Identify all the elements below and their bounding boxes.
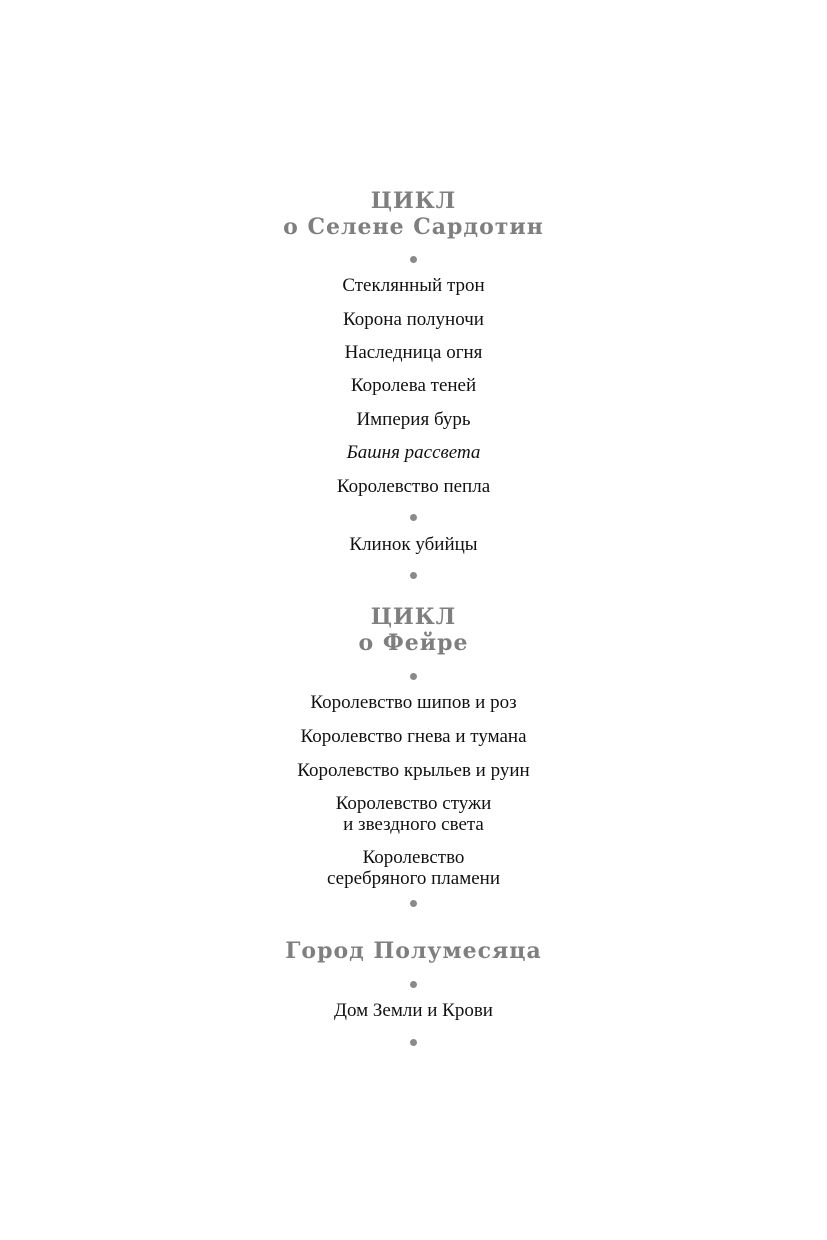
book-title: Корона полуночи (343, 309, 484, 330)
book-title: Королевство пепла (336, 476, 491, 497)
section-heading-cycle: ЦИКЛ (370, 604, 457, 630)
book-title: Королевство стужи (335, 793, 492, 814)
section-heading-subtitle: о Селене Сардотин (283, 214, 544, 240)
book-title: Королевство крыльев и руин (297, 760, 530, 781)
section-heading-subtitle: о Фейре (358, 630, 469, 656)
bullet-separator (0, 673, 827, 681)
bullet-separator (0, 981, 827, 989)
book-title: Империя бурь (356, 409, 471, 430)
bullet-separator (0, 572, 827, 580)
bullet-separator (0, 256, 827, 264)
book-title-continuation: и звездного света (343, 814, 484, 835)
book-title: Королевство гнева и тумана (300, 726, 527, 747)
book-title: Клинок убийцы (349, 534, 478, 555)
section-heading-series: Город Полумесяца (285, 938, 542, 964)
book-title: Башня рассвета (346, 442, 481, 463)
section-heading-cycle: ЦИКЛ (370, 188, 457, 214)
book-title: Королева теней (350, 375, 477, 396)
bullet-separator (0, 514, 827, 522)
book-title-continuation: серебряного пламени (326, 868, 501, 889)
book-title: Королевство шипов и роз (310, 692, 517, 713)
book-title: Наследница огня (344, 342, 483, 363)
book-title: Дом Земли и Крови (334, 1000, 493, 1021)
book-title: Стеклянный трон (342, 275, 485, 296)
book-title: Королевство (362, 847, 465, 868)
bullet-separator (0, 900, 827, 908)
bullet-separator (0, 1039, 827, 1047)
